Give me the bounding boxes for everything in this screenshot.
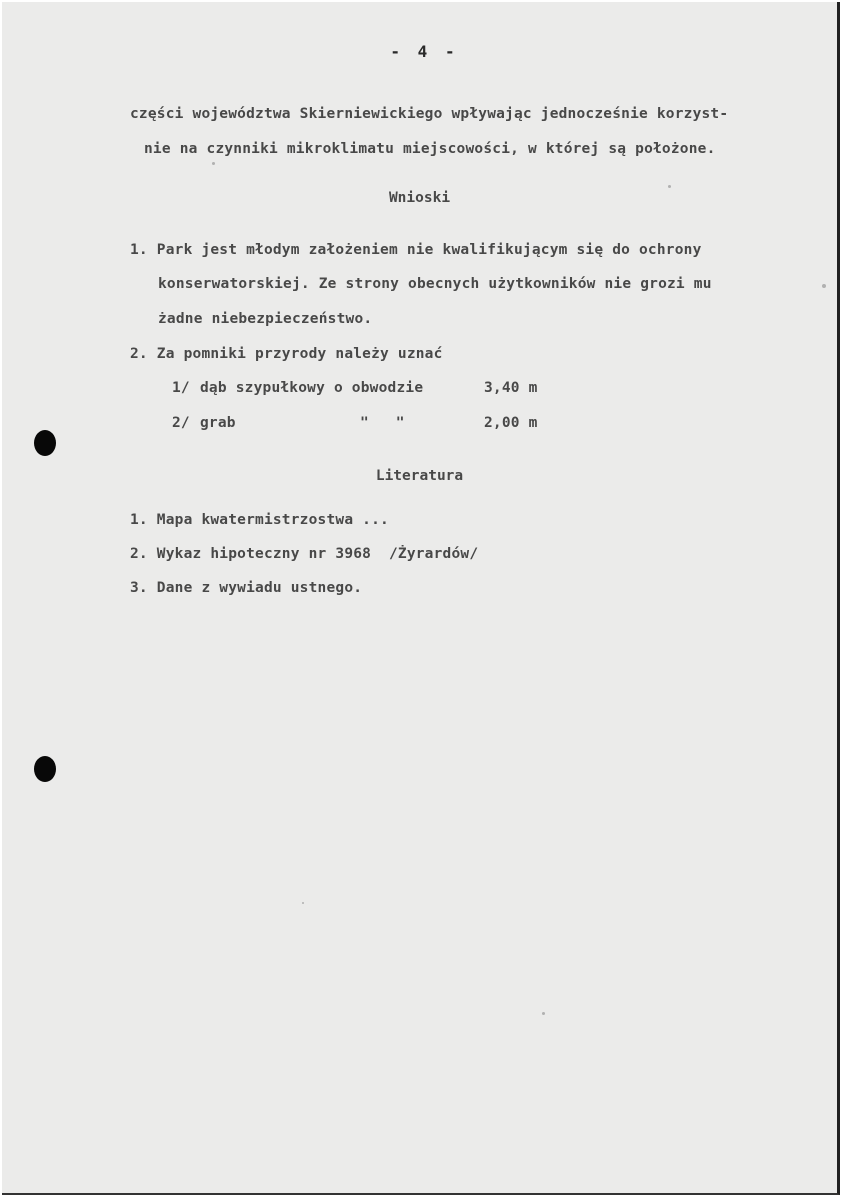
monument-2-size: 2,00 m [484,415,538,431]
conclusion-item-1-line-3: żadne niebezpieczeństwo. [158,311,373,327]
monument-1-name: dąb szypułkowy o obwodzie [200,380,424,396]
conclusion-item-1-line-1: 1. Park jest młodym założeniem nie kwalifikującym się do ochrony [130,242,702,258]
intro-line-1: części województwa Skierniewickiego wpływając jednocześnie korzyst- [130,106,729,122]
paper-speck [302,902,304,904]
page-number: - 4 - [390,42,459,61]
literature-item-1: 1. Mapa kwatermistrzostwa ... [130,512,389,528]
paper-speck [668,185,671,188]
paper-speck [822,284,826,288]
paper-speck [212,162,215,165]
conclusions-heading: Wnioski [388,190,451,206]
monument-2-ditto-marks: " " [360,415,405,431]
punch-hole-upper [34,430,56,456]
conclusion-item-1-line-2: konserwatorskiej. Ze strony obecnych użytkowników nie grozi mu [158,276,712,292]
literature-item-3: 3. Dane z wywiadu ustnego. [130,580,363,596]
punch-hole-lower [34,756,56,782]
paper-speck [542,1012,545,1015]
monument-2-name: grab [200,415,236,431]
monument-1-size: 3,40 m [484,380,538,396]
intro-line-2: nie na czynniki mikroklimatu miejscowości, w której są położone. [144,141,716,157]
literature-heading: Literatura [375,468,464,484]
monument-1-number: 1/ [172,380,190,396]
document-page [2,2,840,1195]
conclusion-item-2-line-1: 2. Za pomniki przyrody należy uznać [130,346,443,362]
monument-2-number: 2/ [172,415,190,431]
literature-item-2: 2. Wykaz hipoteczny nr 3968 /Żyrardów/ [130,546,479,562]
